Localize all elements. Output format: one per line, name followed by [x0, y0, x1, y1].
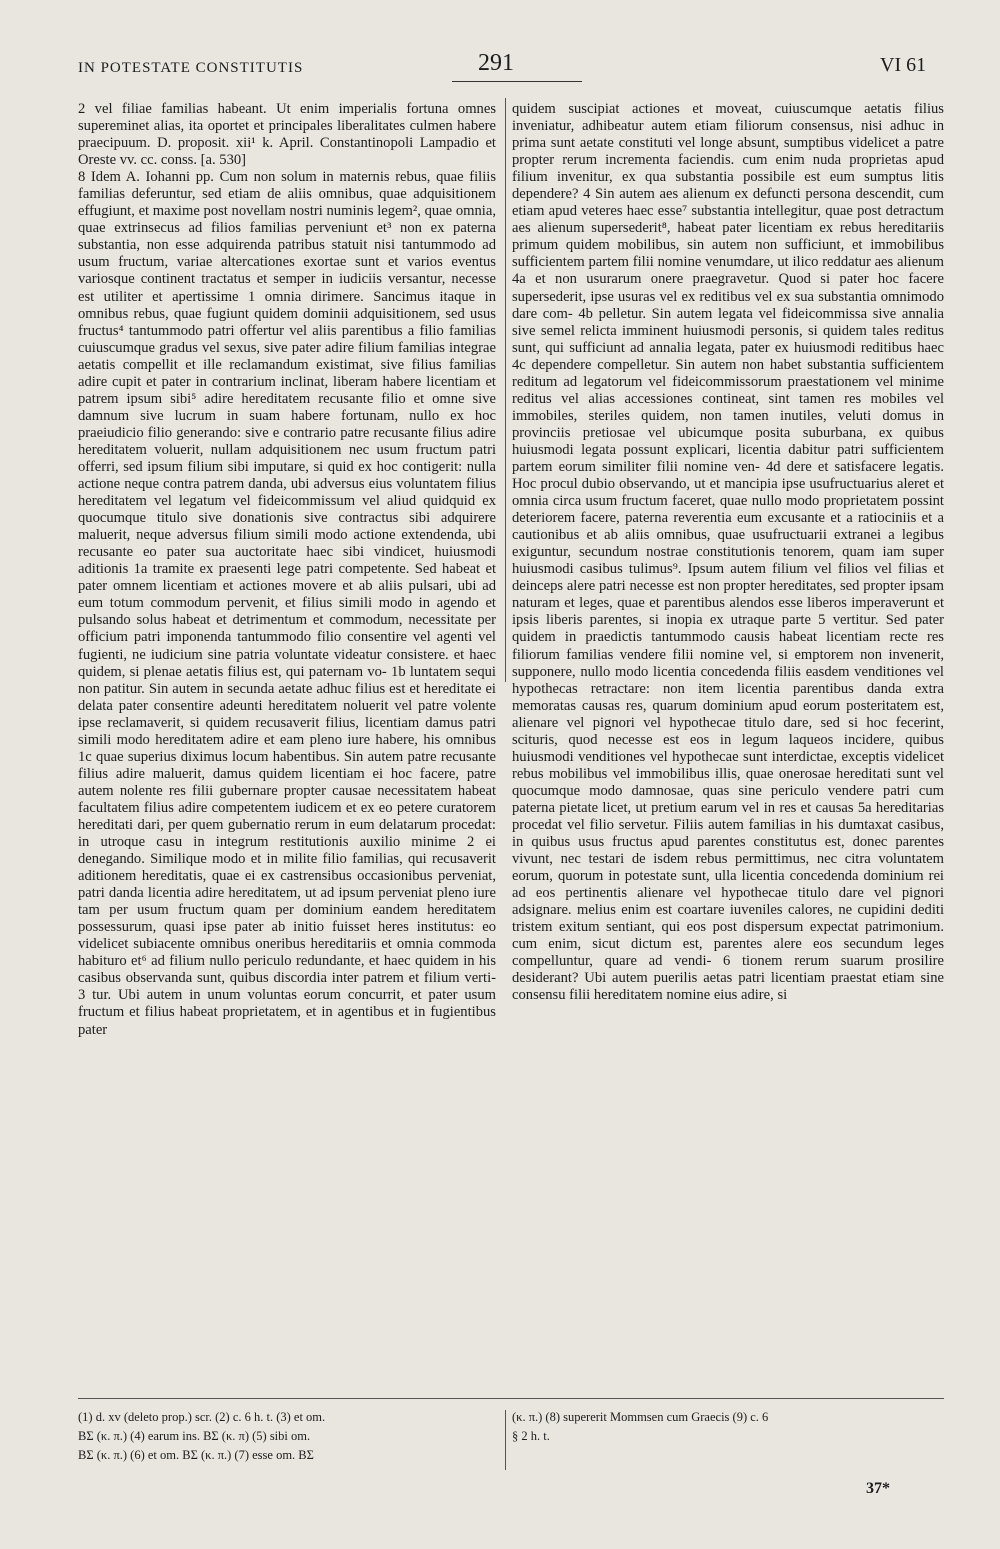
- running-title: IN POTESTATE CONSTITUTIS: [78, 60, 304, 76]
- paragraph: quidem suscipiat actiones et moveat, cuiuscumque aetatis filius inveniatur, adhibeatur autem etiam filiorum consensus, nisi adhuc in prima sunt aetate constituti vel longe absunt, sumptibus videlicet a patre propter rerum incrementa faciendis. cum enim nuda proprietas apud filium invenitur, ex qua substantia possibile est eum sumptus litis dependere? 4 Sin autem aes alienum ex defuncti persona descendit, cum etiam apud veteres haec esse⁷ substantia intellegitur, quae post detractum aes alienum supersederit⁸, habeat pater licentiam ex rebus hereditariis primum quidem mobilibus, sin autem non sufficiunt, et immobilibus sufficientem partem filii nomine venumdare, ut ilico reddatur aes alienum 4a et non usurarum onere praegravetur. Quod si pater hoc facere supersederit, ipse usuras vel ex reditibus vel ex sua substantia omnimodo dare com- 4b pelletur. Sin autem legata vel fideicommissa sive annalia sive semel relicta imminent huiusmodi personis, si quidem tales reditus sunt, qui sufficiunt ad annalia legata, pater ex huiusmodi reditibus haec 4c dependere compelletur. Sin autem non habet substantia sufficientem reditum ad legatorum vel fideicommissorum praestationem vel minime reditus vel alias accessiones contineat, sint tamen res mobiles vel immobiles, steriles quidem, non tamen inutiles, veluti domus in provinciis pretiosae vel ubicumque posita suburbana, ex quibus huiusmodi legata possunt explicari, licentia dabitur patri sufficientem partem eorum similiter filii nomine ven- 4d dere et satisfacere legatis. Hoc procul dubio observando, ut et mancipia ipse usufructuarius aleret et omnia circa usum fructum faceret, quae nullo modo proprietatem possint deteriorem facere, paterna reverentia eum excusante et a ratiociniis et a cautionibus et ab aliis omnibus, quae usufructuarii extranei a legibus exiguntur, secundum nostrae constitutionis tenorem, quam iam super huiusmodi casibus tulimus⁹. Ipsum autem filium vel filios vel filias et deinceps alere patri necesse est non propter hereditates, sed propter ipsam naturam et leges, quae et parentibus alendos esse liberos imperaverunt et ipsis liberis parentes, si inopia ex utraque parte 5 vertitur. Sed pater quidem in praedictis tantummodo causis habeat licentiam recte res filiorum familias vendere filii nomine vel, si emptorem non invenerit, supponere, nullo modo licentia concedenda filiis easdem venditiones vel hypothecas retractare: non item licentia parentibus danda extra memoratas causas res, quarum dominium apud eorum posteritatem est, alienare vel pignori vel hypothecae titulo dare, sed si hoc fecerint, scituris, quod necesse est eos in legum laqueos incidere, quibus huiusmodi venditiones vel hypothecae sunt interdictae, exceptis videlicet rebus mobilibus vel immobilibus illis, quae onerosae hereditati sunt vel quocumque modo damnosae, quas sine periculo vendere patri cum paterna pietate licet, ut pretium earum vel in res et causas 5a hereditarias procedat vel filio servetur. Filiis autem familias in his dumtaxat casibus, in quibus usus fructus apud parentes constitutus est, donec parentes vivunt, nec testari de isdem rebus permittimus, nec citra voluntatem eorum, quorum in potestate sunt, ulla licentia concedenda dominium rei ad eos pertinentis alienare vel hypothecae titulo dare vel pignori adsignare. melius enim est coartare iuveniles calores, ne cupidini dediti tristem exitum sentiant, qui eos post dispersum expectat patrimonium. cum enim, sicut dictum est, parentes alere eos secundum leges compelluntur, quare ad vendi- 6 tionem rerum suarum prosilire desiderant? Ubi autem puerilis aetas patri licentiam praestat etiam sine consensu filii hereditatem nomine eius adire, si: [512, 101, 944, 1004]
- right-text-column: [512, 101, 944, 1004]
- footnote-line: § 2 h. t.: [512, 1429, 550, 1443]
- footnote-column-divider: [505, 1410, 506, 1470]
- left-text-column: [78, 101, 496, 1039]
- page-number: 291: [478, 50, 514, 76]
- page-header: [0, 50, 1000, 90]
- signature-mark: 37*: [866, 1480, 890, 1497]
- footnote-line: (κ. π.) (8) supererit Mommsen cum Graecis (9) c. 6: [512, 1410, 769, 1424]
- header-rule: [452, 81, 582, 82]
- paragraph: 8 Idem A. Iohanni pp. Cum non solum in maternis rebus, quae filiis familias deferuntur, sed etiam de aliis omnibus, quae adquisitionem effugiunt, et maxime post novellam nostri numinis legem², quae omnia, quae extrinsecus ad filios familias perveniunt et³ non ex paterna substantia, non esse adquirenda patribus statuit nisi tantummodo ad usum fructum, variae altercationes exortae sunt et varios eventus variosque continent tractatus et semper in iudiciis versantur, necesse est utiliter et apertissime 1 omnia dirimere. Sancimus itaque in omnibus rebus, quae fugiunt quidem dominii adquisitionem, sed usus fructus⁴ tantummodo patri offertur vel aliis parentibus a filio familias cuiuscumque gradus vel sexus, sive pater adire filium familias integrae aetatis compellit et ille reclamandum existimat, sive filius familias adire cupit et pater in contrarium inclinat, liberam habere licentiam et patrem ipsum sibi⁵ adire hereditatem recusante filio et omne sive damnum sive lucrum in suam habere fortunam, nullo ex hoc praeiudicio filio generando: sive e contrario patre recusante filius adire hereditatem voluerit, nullam adquisitionem nec usum fructum patri offerri, sed ipsum filium sibi imputare, si quid ex hoc contigerit: nulla actione neque contra patrem danda, ubi adversus eius voluntatem filius hereditatem vel legatum vel fideicommissum vel aliud quidquid ex quocumque titulo sive donationis sive contractus sibi adquirere maluerit, neque adversus filium simili modo actione extendenda, ubi recusante eo pater sua auctoritate haec sibi vindicet, huiusmodi aditionis 1a tramite ex praesenti lege patri competente. Sed habeat et pater omnem licentiam et actiones movere et ab aliis pulsari, ubi ad eum totum commodum pervenit, et filius simili modo in agendo et pulsando solus habeat et detrimentum et commodum, necessitate per officium patri imponenda tantummodo filio consentire vel agenti vel fugienti, ne iudicium sine patria voluntate videatur consistere. et haec quidem, si plenae aetatis filius est, qui paternam vo- 1b luntatem sequi non patitur. Sin autem in secunda aetate adhuc filius est et hereditate ei delata pater consentire adeunti hereditatem noluerit vel patre volente ipse reclamaverit, si quidem recusaverit filius, licentiam damus patri simili modo hereditatem adire et eam pleno iure habere, his omnibus 1c quae superius diximus locum habentibus. Sin autem patre recusante filius adire maluerit, damus quidem licentiam ei hoc facere, patre autem nolente res filii gubernare propter causae necessitatem habeat facultatem filius adire competentem iudicem et ex eo petere curatorem hereditati dari, per quem gubernatio rerum in eum delatarum procedat: in utroque casu in integrum restitutionis auxilio minime 2 ei denegando. Similique modo et in milite filio familias, qui recusaverit aditionem hereditatis, quae ei ex castrensibus occasionibus perveniat, patri danda licentia adire hereditatem, ut ad ipsum perveniat pleno iure tam per usum fructum quam per dominium eandem hereditatem possessurum, quasi ipse pater ab initio fuisset heres institutus: eo videlicet subiacente omnibus oneribus hereditariis et omnia commoda habituro et⁶ ad filium nullo periculo redundante, et haec quidem in his casibus observanda sunt, quibus discordia inter patrem et filium verti- 3 tur. Ubi autem in unum voluntas eorum concurrit, et pater usum fructum et filius habeat proprietatem, et in agentibus et in fugientibus pater: [78, 169, 496, 1038]
- footnote-line: BΣ (κ. π.) (6) et om. BΣ (κ. π.) (7) esse om. BΣ: [78, 1448, 314, 1462]
- footnote-rule: [78, 1398, 944, 1399]
- footnotes-left: [78, 1408, 498, 1465]
- footnotes-right: [512, 1408, 944, 1446]
- section-reference: VI 61: [880, 54, 927, 76]
- footnote-line: (1) d. xv (deleto prop.) scr. (2) c. 6 h. t. (3) et om.: [78, 1410, 326, 1424]
- footnote-line: BΣ (κ. π.) (4) earum ins. BΣ (κ. π) (5) sibi om.: [78, 1429, 311, 1443]
- paragraph: 2 vel filiae familias habeant. Ut enim imperialis fortuna omnes supereminet alias, ita oportet et principales liberalitates culmen habere praecipuum. D. proposit. xii¹ k. April. Constantinopoli Lampadio et Oreste vv. cc. conss. [a. 530]: [78, 101, 496, 169]
- column-divider: [505, 98, 506, 682]
